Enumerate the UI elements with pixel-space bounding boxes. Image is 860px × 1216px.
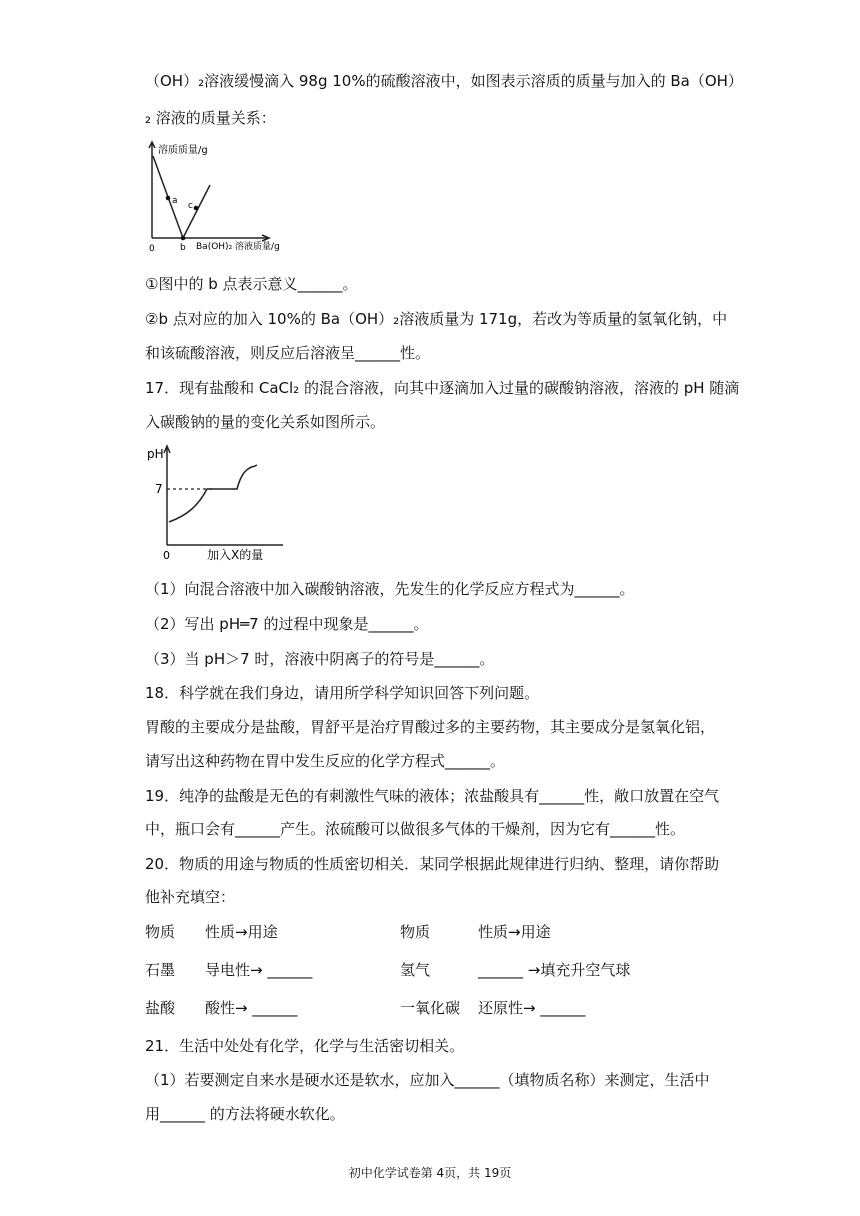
- graph1-xlabel: Ba(OH)₂ 溶液质量/g: [196, 242, 280, 252]
- q17-sub1: （1）向混合溶液中加入碳酸钠溶液，先发生的化学反应方程式为______。: [145, 580, 635, 598]
- q17-sub3: （3）当 pH＞7 时，溶液中阴离子的符号是______。: [145, 650, 495, 668]
- graph2-xlabel: 加入X的量: [207, 548, 264, 562]
- q21-line-3: 用______ 的方法将硬水软化。: [145, 1105, 345, 1123]
- graph2-origin: 0: [163, 549, 170, 562]
- table-cell: 性质→用途: [478, 923, 551, 941]
- graph2-ylabel: pH: [147, 447, 164, 461]
- table-cell: 物质: [145, 923, 176, 941]
- point-b: [181, 236, 186, 241]
- point-c: [194, 206, 199, 211]
- q20-line-2: 他补充填空：: [145, 888, 236, 906]
- table-cell: ______ →填充升空气球: [478, 961, 631, 979]
- graph1-curve: [153, 156, 210, 238]
- point-a-label: a: [172, 196, 178, 206]
- q18-line-3: 请写出这种药物在胃中发生反应的化学方程式______。: [145, 752, 506, 770]
- table-cell: 氢气: [400, 961, 431, 979]
- q17-sub2: （2）写出 pH═7 的过程中现象是______。: [145, 615, 429, 633]
- graph1-origin: 0: [149, 244, 155, 253]
- point-c-label: c: [188, 201, 193, 211]
- page-footer: 初中化学试卷第 4页，共 19页: [348, 1166, 512, 1180]
- point-b-label: b: [180, 243, 186, 253]
- q19-line-2: 中，瓶口会有______产生。浓硫酸可以做很多气体的干燥剂，因为它有______性。: [145, 820, 686, 838]
- graph2-tick-7: 7: [155, 482, 163, 496]
- table-cell: 石墨: [145, 961, 176, 979]
- q16-sub2-line-2: 和该硫酸溶液，则反应后溶液呈______性。: [145, 344, 431, 362]
- ph-graph: [145, 440, 290, 565]
- q18-line-1: 18．科学就在我们身边，请用所学科学知识回答下列问题。: [145, 684, 540, 702]
- graph1-ylabel: 溶质质量/g: [158, 145, 208, 156]
- q17-line-1: 17．现有盐酸和 CaCl₂ 的混合溶液，向其中逐滴加入过量的碳酸钠溶液，溶液的 pH 随滴: [145, 379, 740, 397]
- graph1-axes: [149, 142, 269, 241]
- q20-line-1: 20．物质的用途与物质的性质密切相关．某同学根据此规律进行归纳、整理，请你帮助: [145, 855, 720, 873]
- q18-line-2: 胃酸的主要成分是盐酸，胃舒平是治疗胃酸过多的主要药物，其主要成分是氢氧化铝，: [145, 718, 716, 736]
- intro-line-2: ₂ 溶液的质量关系：: [145, 109, 276, 127]
- table-cell: 性质→用途: [205, 923, 278, 941]
- table-cell: 盐酸: [145, 999, 176, 1017]
- point-a: [166, 196, 171, 201]
- table-cell: 物质: [400, 923, 431, 941]
- q16-sub1: ①图中的 b 点表示意义______。: [145, 275, 358, 293]
- table-cell: 导电性→ ______: [205, 961, 313, 979]
- q17-line-2: 入碳酸钠的量的变化关系如图所示。: [145, 413, 386, 431]
- q19-line-1: 19．纯净的盐酸是无色的有刺激性气味的液体；浓盐酸具有______性，敞口放置在空气: [145, 787, 720, 805]
- graph2-axes: [164, 446, 283, 545]
- table-cell: 还原性→ ______: [478, 999, 586, 1017]
- table-cell: 一氧化碳: [400, 999, 461, 1017]
- table-cell: 酸性→ ______: [205, 999, 298, 1017]
- intro-line-1: （OH）₂溶液缓慢滴入 98g 10%的硫酸溶液中，如图表示溶质的质量与加入的 Ba（OH）: [145, 72, 743, 90]
- solute-mass-graph: [140, 138, 290, 253]
- q21-line-2: （1）若要测定自来水是硬水还是软水，应加入______（填物质名称）来测定，生活中: [145, 1071, 710, 1089]
- q21-line-1: 21．生活中处处有化学，化学与生活密切相关。: [145, 1037, 465, 1055]
- q16-sub2-line-1: ②b 点对应的加入 10%的 Ba（OH）₂溶液质量为 171g，若改为等质量的氢氧化钠，中: [145, 310, 728, 328]
- ph-curve: [169, 465, 257, 522]
